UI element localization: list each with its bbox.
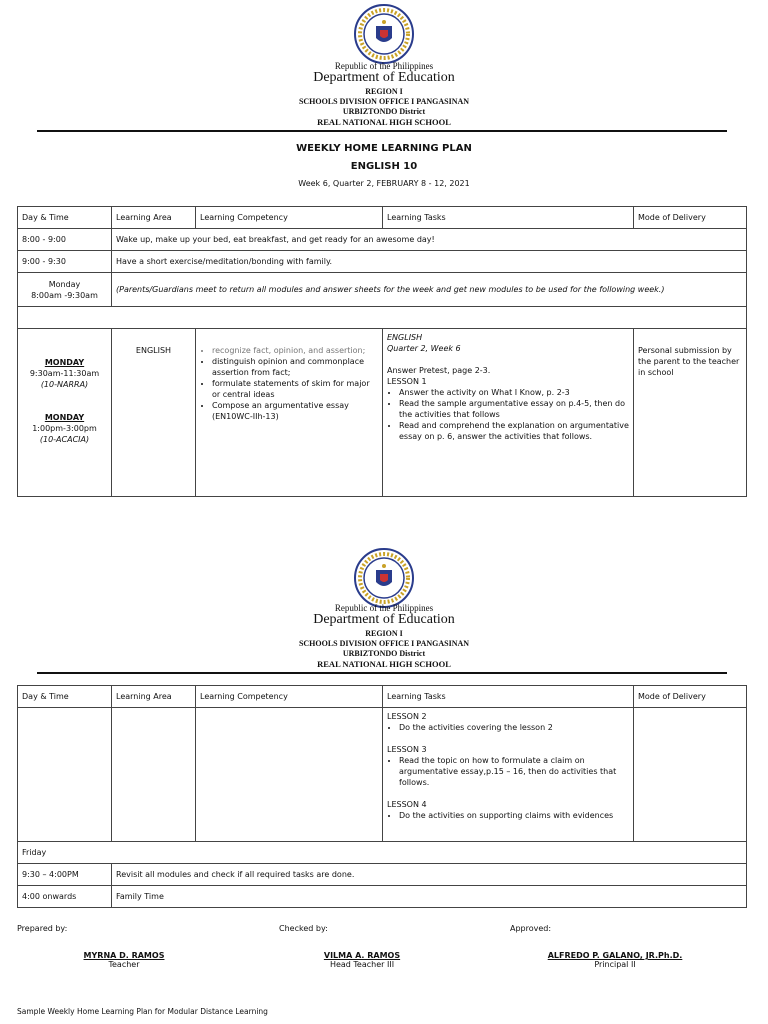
tasks-cell bbox=[383, 708, 634, 842]
tasks-cell bbox=[383, 329, 634, 497]
task-item: • Read the sample argumentative essay on p.4-5, then do the activities that follows bbox=[399, 398, 629, 420]
signatory-name: MYRNA D. RAMOS bbox=[83, 951, 165, 960]
plan-table-page-1 bbox=[17, 206, 747, 497]
col-header-learning-competency: Learning Competency bbox=[196, 207, 383, 229]
table-spacer-row bbox=[18, 307, 747, 329]
row-time: 8:00 - 9:00 bbox=[18, 229, 112, 251]
table-row bbox=[18, 251, 747, 273]
row-activity: (Parents/Guardians meet to return all modules and answer sheets for the week and get new modules to be used for the following week.) bbox=[112, 273, 747, 307]
col-header-learning-tasks: Learning Tasks bbox=[383, 207, 634, 229]
lesson-heading: LESSON 1 bbox=[387, 377, 427, 386]
approved-signatory bbox=[530, 951, 700, 969]
schedule-section: (10-ACACIA) bbox=[39, 435, 90, 444]
subject-title: ENGLISH 10 bbox=[350, 161, 418, 172]
row-day: Monday bbox=[48, 279, 81, 289]
col-header-day-time: Day & Time bbox=[18, 207, 112, 229]
plan-table-page-2 bbox=[17, 685, 747, 908]
row-time: 8:00am -9:30am bbox=[31, 290, 98, 300]
col-header-mode-of-delivery: Mode of Delivery bbox=[634, 686, 747, 708]
competency-item: • formulate statements of skim for major or central ideas bbox=[212, 378, 378, 400]
header-divider bbox=[37, 130, 727, 132]
lesson-schedule-cell bbox=[18, 329, 112, 497]
prepared-signatory bbox=[54, 951, 194, 969]
table-header-row bbox=[18, 686, 747, 708]
department-title: Department of Education bbox=[313, 612, 455, 627]
signatory-role: Principal II bbox=[594, 960, 636, 969]
task-item: • Do the activities covering the lesson 2 bbox=[399, 722, 629, 733]
col-header-learning-competency: Learning Competency bbox=[196, 686, 383, 708]
task-item: • Do the activities on supporting claims with evidences bbox=[399, 810, 629, 821]
tasks-subject: ENGLISH bbox=[387, 333, 423, 342]
week-subtitle: Week 6, Quarter 2, FEBRUARY 8 - 12, 2021 bbox=[298, 179, 470, 188]
deped-seal-logo bbox=[354, 4, 414, 64]
competency-item: • Compose an argumentative essay (EN10WC-IIh-13) bbox=[212, 400, 378, 422]
school-name: REAL NATIONAL HIGH SCHOOL bbox=[317, 659, 451, 669]
learning-area-cell: ENGLISH bbox=[112, 329, 196, 497]
row-time: 4:00 onwards bbox=[18, 886, 112, 908]
republic-text: Republic of the Philippines bbox=[334, 603, 434, 613]
competency-item: • distinguish opinion and commonplace assertion from fact; bbox=[212, 356, 378, 378]
col-header-day-time: Day & Time bbox=[18, 686, 112, 708]
table-row bbox=[18, 229, 747, 251]
school-name: REAL NATIONAL HIGH SCHOOL bbox=[317, 117, 451, 127]
signatory-role: Teacher bbox=[108, 960, 140, 969]
lesson-row bbox=[18, 329, 747, 497]
table-row bbox=[18, 886, 747, 908]
header-divider bbox=[37, 672, 727, 674]
region-text: REGION I bbox=[365, 87, 403, 96]
lesson-heading: LESSON 2 bbox=[387, 712, 427, 721]
checked-by-label: Checked by: bbox=[279, 924, 328, 933]
lesson-heading: LESSON 4 bbox=[387, 800, 427, 809]
district-text: URBIZTONDO District bbox=[342, 107, 426, 116]
table-row bbox=[18, 842, 747, 864]
lesson-row bbox=[18, 708, 747, 842]
table-row bbox=[18, 273, 747, 307]
table-row bbox=[18, 864, 747, 886]
task-item: • Read and comprehend the explanation on argumentative essay on p. 6, answer the activities that follows. bbox=[399, 420, 629, 442]
signatory-name: VILMA A. RAMOS bbox=[323, 951, 401, 960]
col-header-learning-tasks: Learning Tasks bbox=[383, 686, 634, 708]
row-activity: Family Time bbox=[112, 886, 747, 908]
plan-title: WEEKLY HOME LEARNING PLAN bbox=[296, 143, 472, 154]
col-header-learning-area: Learning Area bbox=[112, 207, 196, 229]
department-title: Department of Education bbox=[313, 70, 455, 85]
delivery-cell: Personal submission by the parent to the teacher in school bbox=[634, 329, 747, 497]
col-header-learning-area: Learning Area bbox=[112, 686, 196, 708]
row-activity: Revisit all modules and check if all required tasks are done. bbox=[112, 864, 747, 886]
row-time: 9:00 - 9:30 bbox=[18, 251, 112, 273]
district-text: URBIZTONDO District bbox=[342, 649, 426, 658]
republic-text: Republic of the Philippines bbox=[334, 61, 434, 71]
col-header-mode-of-delivery: Mode of Delivery bbox=[634, 207, 747, 229]
row-day: Friday bbox=[18, 842, 747, 864]
table-header-row bbox=[18, 207, 747, 229]
prepared-by-label: Prepared by: bbox=[17, 924, 68, 933]
deped-seal-logo bbox=[354, 548, 414, 608]
schedule-day: MONDAY bbox=[44, 358, 85, 367]
region-text: REGION I bbox=[365, 629, 403, 638]
row-day-time bbox=[18, 273, 112, 307]
row-activity: Have a short exercise/meditation/bonding with family. bbox=[112, 251, 747, 273]
tasks-pretest: Answer Pretest, page 2-3. bbox=[387, 366, 491, 375]
division-text: SCHOOLS DIVISION OFFICE I PANGASINAN bbox=[298, 97, 470, 106]
division-text: SCHOOLS DIVISION OFFICE I PANGASINAN bbox=[298, 639, 470, 648]
tasks-quarter: Quarter 2, Week 6 bbox=[387, 344, 461, 353]
lesson-heading: LESSON 3 bbox=[387, 745, 427, 754]
schedule-day: MONDAY bbox=[44, 413, 85, 422]
competency-cell bbox=[196, 329, 383, 497]
schedule-time: 9:30am-11:30am bbox=[29, 369, 100, 378]
row-activity: Wake up, make up your bed, eat breakfast, and get ready for an awesome day! bbox=[112, 229, 747, 251]
signatory-role: Head Teacher III bbox=[329, 960, 395, 969]
approved-label: Approved: bbox=[510, 924, 552, 933]
task-item: • Read the topic on how to formulate a claim on argumentative essay,p.15 – 16, then do activities that follows. bbox=[399, 755, 629, 788]
task-item: • Answer the activity on What I Know, p. 2-3 bbox=[399, 387, 629, 398]
schedule-time: 1:00pm-3:00pm bbox=[32, 424, 97, 433]
schedule-section: (10-NARRA) bbox=[40, 380, 89, 389]
footer-note: Sample Weekly Home Learning Plan for Modular Distance Learning bbox=[17, 1007, 268, 1016]
signatory-name: ALFREDO P. GALANO, JR.Ph.D. bbox=[547, 951, 683, 960]
competency-item: • recognize fact, opinion, and assertion; bbox=[212, 345, 378, 356]
row-time: 9:30 – 4:00PM bbox=[18, 864, 112, 886]
checked-signatory bbox=[292, 951, 432, 969]
